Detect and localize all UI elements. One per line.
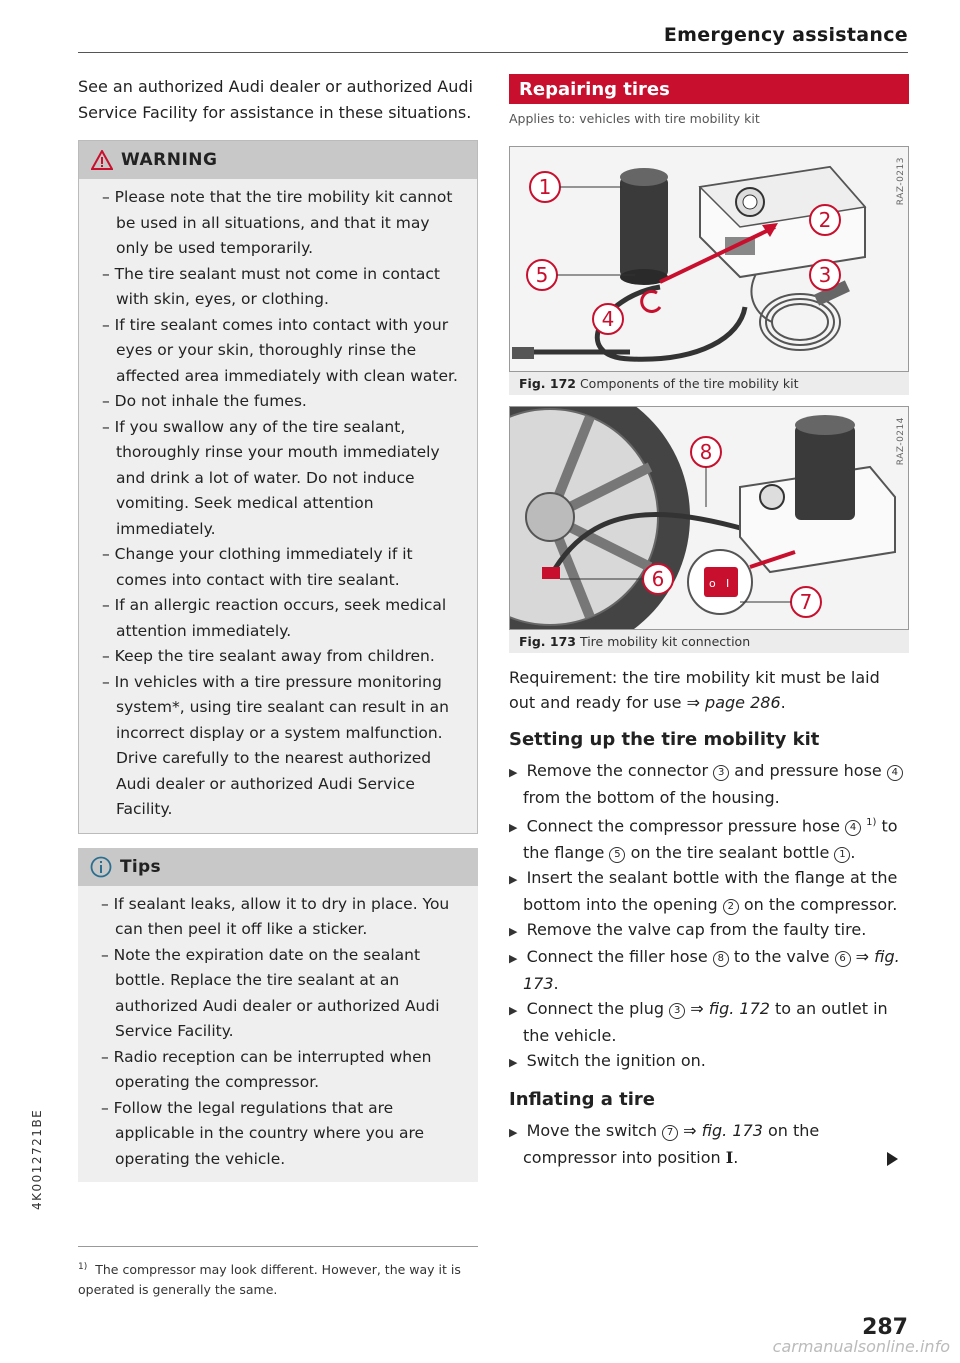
tips-body	[78, 886, 478, 1183]
section-title: Repairing tires	[509, 74, 909, 104]
step-text: .	[733, 1148, 739, 1168]
intro-paragraph: See an authorized Audi dealer or authorized Audi Service Facility for assistance in these situations.	[78, 77, 473, 122]
footnote-ref: 1)	[866, 817, 877, 828]
tire-connection-illustration	[510, 407, 908, 629]
callout-ref: 3	[669, 1003, 685, 1019]
warning-header	[79, 141, 477, 179]
callout-4: 4	[601, 307, 615, 331]
applies-to: Applies to: vehicles with tire mobility kit	[509, 111, 760, 126]
tips-header	[78, 848, 478, 886]
step-text: to the valve	[733, 947, 830, 967]
callout-1: 1	[538, 175, 552, 199]
warning-item: – Do not inhale the fumes.	[102, 392, 307, 410]
step-text: and pressure hose	[734, 761, 882, 780]
figure-number: Fig. 173	[519, 634, 576, 649]
callout-ref: 4	[887, 765, 903, 781]
tips-box	[78, 848, 478, 1183]
warning-item: – Keep the tire sealant away from children.	[102, 647, 435, 665]
callout-ref: 6	[835, 951, 851, 967]
inflate-heading: Inflating a tire	[509, 1089, 656, 1111]
tip-item: – Follow the legal regulations that are applicable in the country where you are operating the vehicle.	[101, 1098, 425, 1168]
page-number: 287	[862, 1315, 908, 1340]
step-text: on the tire sealant bottle	[630, 843, 830, 863]
warning-item: – The tire sealant must not come in contact with skin, eyes, or clothing.	[102, 264, 440, 308]
step-arrow-icon: ▶	[509, 1004, 518, 1018]
tip-item: – If sealant leaks, allow it to dry in place. You can then peel it off like a sticker.	[101, 894, 450, 938]
warning-triangle-icon	[91, 150, 113, 170]
tip-item: – Radio reception can be interrupted when operating the compressor.	[101, 1047, 432, 1091]
tips-label: Tips	[120, 856, 161, 877]
figure-173	[509, 406, 909, 630]
warning-item: – Please note that the tire mobility kit cannot be used in all situations, and that it may only be used temporarily.	[102, 188, 453, 257]
switch-pos-0: o	[709, 577, 716, 590]
figure-173-caption	[509, 630, 909, 653]
footnote-divider	[78, 1246, 478, 1247]
step-text: to an outlet in the vehicle.	[523, 999, 888, 1046]
switch-position: I	[725, 1148, 734, 1168]
warning-item: – If you swallow any of the tire sealant, thoroughly rinse your mouth immediately and drink a lot of water. Do not induce vomiting. Seek medical attention immediately.	[102, 417, 440, 538]
step-arrow-icon: ▶	[509, 925, 518, 939]
callout-ref: 2	[723, 899, 739, 915]
setup-step	[509, 810, 909, 865]
continue-arrow-icon	[887, 1152, 898, 1166]
step-text: .	[850, 843, 856, 863]
callout-2: 2	[818, 208, 832, 232]
document-code: 4K0012721BE	[30, 1108, 44, 1210]
step-text: .	[553, 974, 559, 994]
warning-item: – In vehicles with a tire pressure monitoring system*, using tire sealant can result in an incorrect display or a system malfunction. Drive carefully to the nearest authorized Audi dealer or authorized Audi Service Facility.	[102, 672, 449, 818]
step-text: on the compressor into position	[523, 1121, 820, 1168]
step-text: from the bottom of the housing.	[523, 788, 780, 807]
warning-item: – If tire sealant comes into contact with your eyes or your skin, thoroughly rinse the affected area immediately with clean water.	[102, 315, 458, 385]
figure-172-caption	[509, 372, 909, 395]
requirement-text: Requirement: the tire mobility kit must be laid out and ready for use	[509, 668, 880, 712]
step-arrow-icon: ▶	[509, 766, 518, 779]
header-divider	[78, 52, 908, 53]
switch-pos-1: I	[726, 577, 730, 590]
figure-reference-link[interactable]: ⇒ fig. 173	[683, 1121, 763, 1141]
setup-heading: Setting up the tire mobility kit	[509, 729, 820, 750]
setup-step	[509, 944, 909, 996]
tire-mobility-kit-illustration	[510, 147, 908, 371]
warning-label: WARNING	[121, 150, 218, 170]
figure-172	[509, 146, 909, 372]
callout-ref: 8	[713, 951, 729, 967]
step-arrow-icon: ▶	[509, 952, 518, 966]
step-text: on the compressor.	[743, 895, 898, 915]
callout-5: 5	[535, 263, 549, 287]
step-arrow-icon: ▶	[509, 1126, 518, 1140]
setup-step	[509, 1048, 909, 1075]
figure-ref-code: RAZ-0213	[896, 157, 906, 206]
callout-ref: 3	[713, 765, 729, 781]
callout-ref: 1	[834, 847, 850, 863]
page-reference-link[interactable]: ⇒ page 286	[686, 693, 781, 712]
info-icon	[90, 856, 112, 878]
setup-step	[509, 758, 909, 810]
warning-body	[79, 179, 477, 833]
setup-step	[509, 865, 909, 917]
footnote	[78, 1257, 478, 1300]
callout-ref: 4	[845, 820, 861, 836]
callout-7: 7	[799, 590, 813, 614]
requirement-end: .	[780, 693, 786, 712]
step-text: Connect the filler hose	[526, 947, 708, 967]
figure-caption-text: Tire mobility kit connection	[579, 634, 751, 649]
callout-6: 6	[651, 567, 665, 591]
callout-8: 8	[699, 440, 713, 464]
callout-ref: 5	[609, 847, 625, 863]
step-text: Insert the sealant bottle with the flange at the bottom into the opening	[523, 868, 898, 915]
step-text: Connect the compressor pressure hose	[526, 816, 840, 836]
callout-ref: 7	[662, 1125, 678, 1141]
requirement-paragraph	[509, 665, 909, 715]
figure-caption-text: Components of the tire mobility kit	[579, 376, 799, 391]
figure-ref-code: RAZ-0214	[896, 417, 906, 466]
step-text: Move the switch	[526, 1121, 657, 1141]
warning-item: – Change your clothing immediately if it comes into contact with tire sealant.	[102, 545, 413, 589]
warning-box	[78, 140, 478, 834]
setup-step	[509, 996, 909, 1048]
page-header-title: Emergency assistance	[663, 24, 908, 46]
left-column	[78, 74, 478, 1182]
setup-step	[509, 917, 909, 944]
step-text: Remove the connector	[526, 761, 709, 780]
tip-item: – Note the expiration date on the sealant bottle. Replace the tire sealant at an authorized Audi dealer or authorized Audi Service Facility.	[101, 945, 440, 1040]
inflate-step	[509, 1118, 909, 1170]
step-text: Switch the ignition on.	[526, 1051, 706, 1071]
watermark: carmanualsonline.info	[772, 1337, 950, 1356]
warning-item: – If an allergic reaction occurs, seek medical attention immediately.	[102, 596, 447, 640]
figure-number: Fig. 172	[519, 376, 576, 391]
step-arrow-icon: ▶	[509, 1056, 518, 1070]
callout-3: 3	[818, 263, 832, 287]
step-arrow-icon: ▶	[509, 873, 518, 887]
figure-reference-link[interactable]: ⇒ fig. 173	[523, 947, 900, 994]
step-text: to the flange	[523, 816, 898, 863]
right-column	[509, 74, 909, 1170]
footnote-mark: 1)	[78, 1262, 88, 1272]
step-text: Remove the valve cap from the faulty tire.	[526, 920, 867, 940]
footnote-text: The compressor may look different. However, the way it is operated is generally the same.	[78, 1262, 461, 1298]
step-text: Connect the plug	[526, 999, 665, 1019]
step-arrow-icon: ▶	[509, 821, 518, 835]
figure-reference-link[interactable]: ⇒ fig. 172	[690, 999, 770, 1019]
